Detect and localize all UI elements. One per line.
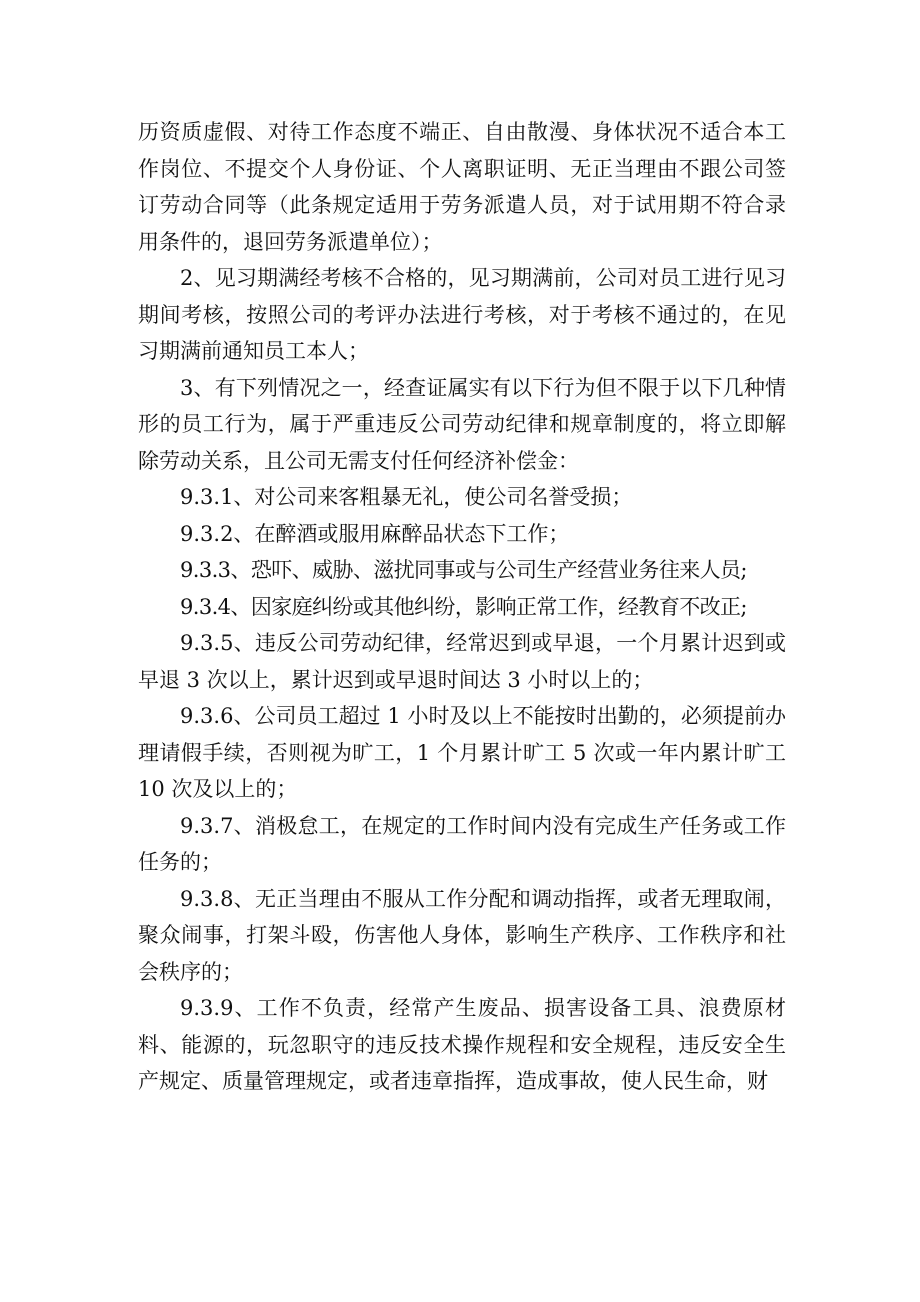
paragraph-continuation: 历资质虚假、对待工作态度不端正、自由散漫、身体状况不适合本工作岗位、不提交个人身份证、个人离职证明、无正当理由不跟公司签订劳动合同等（此条规定适用于劳务派遣人员，对于试用期不符合录用条件的，退回劳务派遣单位）；: [138, 120, 786, 254]
clause-9-3-2: 9.3.2、在醉酒或服用麻醉品状态下工作；: [180, 521, 570, 546]
clause-9-3-4: 9.3.4、因家庭纠纷或其他纠纷，影响正常工作，经教育不改正;: [180, 594, 747, 619]
clause-9-3-1: 9.3.1、对公司来客粗暴无礼，使公司名誉受损；: [180, 485, 633, 509]
clause-9-3-6: 9.3.6、公司员工超过 1 小时及以上不能按时出勤的，必须提前办理请假手续，否则视为旷工，1 个月累计旷工 5 次或一年内累计旷工 10 次及以上的；: [138, 704, 786, 801]
clause-9-3-8: 9.3.8、无正当理由不服从工作分配和调动指挥，或者无理取闹，聚众闹事，打架斗殴，伤害他人身体，影响生产秩序、工作秩序和社会秩序的；: [138, 886, 786, 984]
clause-9-3-7: 9.3.7、消极怠工，在规定的工作时间内没有完成生产任务或工作任务的；: [138, 813, 786, 874]
paragraph-item-2: 2、见习期满经考核不合格的，见习期满前，公司对员工进行见习期间考核，按照公司的考评办法进行考核，对于考核不通过的，在见习期满前通知员工本人；: [138, 266, 786, 363]
clause-9-3-9: 9.3.9、工作不负责，经常产生废品、损害设备工具、浪费原材料、能源的，玩忽职守的违反技术操作规程和安全规程，违反安全生产规定、质量管理规定，或者违章指挥，造成事故，使人民生命，财: [138, 996, 786, 1093]
clause-9-3-3: 9.3.3、恐吓、威胁、滋扰同事或与公司生产经营业务往来人员;: [180, 558, 747, 582]
document-page: [138, 114, 786, 1100]
clause-9-3-5: 9.3.5、违反公司劳动纪律，经常迟到或早退，一个月累计迟到或早退 3 次以上，累计迟到或早退时间达 3 小时以上的；: [138, 631, 786, 692]
paragraph-item-3: 3、有下列情况之一，经查证属实有以下行为但不限于以下几种情形的员工行为，属于严重违反公司劳动纪律和规章制度的，将立即解除劳动关系，且公司无需支付任何经济补偿金：: [138, 375, 786, 473]
